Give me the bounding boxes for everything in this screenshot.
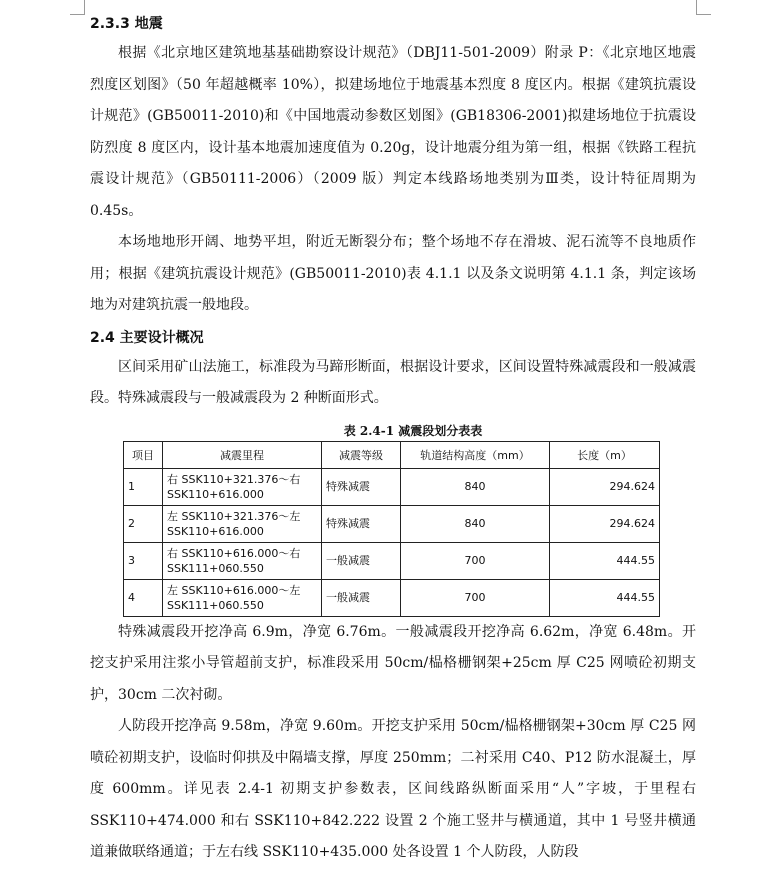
- cell-mileage: 右 SSK110+616.000～右 SSK111+060.550: [163, 542, 322, 579]
- paragraph-seismic-zoning: 根据《北京地区建筑地基基础勘察设计规范》（DBJ11-501-2009）附录 P：《北京地区地震烈度区划图》（50 年超越概率 10%），拟建场地位于地震基本烈度 8 度区内。根据《建筑抗震设计规范》(GB50011-2010)和《中国地震动参数区划图》(GB18306-2001)拟建场地位于抗震设防烈度 8 度区内，设计基本地震加速度值为 0.20g，设计地震分组为第一组，根据《铁路工程抗震设计规范》（GB50111-2006）（2009 版）判定本线路场地类别为Ⅲ类，设计特征周期为 0.45s。: [90, 45, 696, 219]
- cell-length: 294.624: [550, 468, 660, 505]
- page-corner-mark-left: [70, 0, 85, 15]
- cell-level: 一般减震: [322, 579, 401, 616]
- table-row: [124, 505, 660, 542]
- table-row: [124, 468, 660, 505]
- header-length: 长度（m）: [550, 441, 660, 468]
- cell-level: 一般减震: [322, 542, 401, 579]
- cell-track-height: 840: [401, 468, 550, 505]
- header-mileage: 减震里程: [163, 441, 322, 468]
- section-heading-2-3-3: 2.3.3 地震: [90, 16, 163, 32]
- paragraph-design-intro: 区间采用矿山法施工，标准段为马蹄形断面，根据设计要求，区间设置特殊减震段和一般减震段。特殊减震段与一般减震段为 2 种断面形式。: [90, 358, 696, 406]
- cell-item: 4: [124, 579, 163, 616]
- paragraph-civil-defense: 人防段开挖净高 9.58m，净宽 9.60m。开挖支护采用 50cm/榀格栅钢架+30cm 厚 C25 网喷砼初期支护，设临时仰拱及中隔墙支撑，厚度 250mm；二衬采用 C40、P12 防水混凝土，厚度 600mm。详见表 2.4-1 初期支护参数表，区间线路纵断面采用“人”字坡，于里程右 SSK110+474.000 和右 SSK110+842.222 设置 2 个施工竖井与横通道，其中 1 号竖井横通道兼做联络通道；于左右线 SSK110+435.000 处各设置 1 个人防段，人防段: [90, 718, 696, 860]
- cell-level: 特殊减震: [322, 505, 401, 542]
- cell-length: 444.55: [550, 542, 660, 579]
- header-track-height: 轨道结构高度（mm）: [401, 441, 550, 468]
- cell-item: 1: [124, 468, 163, 505]
- cell-level: 特殊减震: [322, 468, 401, 505]
- table-caption: 表 2.4-1 减震段划分表表: [343, 423, 483, 438]
- header-item: 项目: [124, 441, 163, 468]
- cell-item: 3: [124, 542, 163, 579]
- cell-mileage: 右 SSK110+321.376～右 SSK110+616.000: [163, 468, 322, 505]
- cell-mileage: 左 SSK110+321.376～左 SSK110+616.000: [163, 505, 322, 542]
- paragraph-site-terrain: 本场地地形开阔、地势平坦，附近无断裂分布；整个场地不存在滑坡、泥石流等不良地质作用；根据《建筑抗震设计规范》(GB50011-2010)表 4.1.1 以及条文说明第 4.1.1 条，判定该场地为对建筑抗震一般地段。: [90, 234, 696, 313]
- cell-mileage: 左 SSK110+616.000～左 SSK111+060.550: [163, 579, 322, 616]
- cell-length: 444.55: [550, 579, 660, 616]
- table-header-row: [124, 441, 660, 468]
- cell-length: 294.624: [550, 505, 660, 542]
- header-level: 减震等级: [322, 441, 401, 468]
- cell-item: 2: [124, 505, 163, 542]
- page-corner-mark-right: [696, 0, 711, 15]
- cell-track-height: 700: [401, 579, 550, 616]
- paragraph-excavation-standard: 特殊减震段开挖净高 6.9m，净宽 6.76m。一般减震段开挖净高 6.62m，净宽 6.48m。开挖支护采用注浆小导管超前支护，标准段采用 50cm/榀格栅钢架+25cm 厚 C25 网喷砼初期支护，30cm 二次衬砌。: [90, 623, 696, 703]
- cell-track-height: 840: [401, 505, 550, 542]
- section-heading-2-4: 2.4 主要设计概况: [90, 329, 204, 346]
- damping-section-table: [123, 441, 660, 617]
- table-row: [124, 579, 660, 616]
- cell-track-height: 700: [401, 542, 550, 579]
- table-row: [124, 542, 660, 579]
- document-body: [90, 10, 696, 869]
